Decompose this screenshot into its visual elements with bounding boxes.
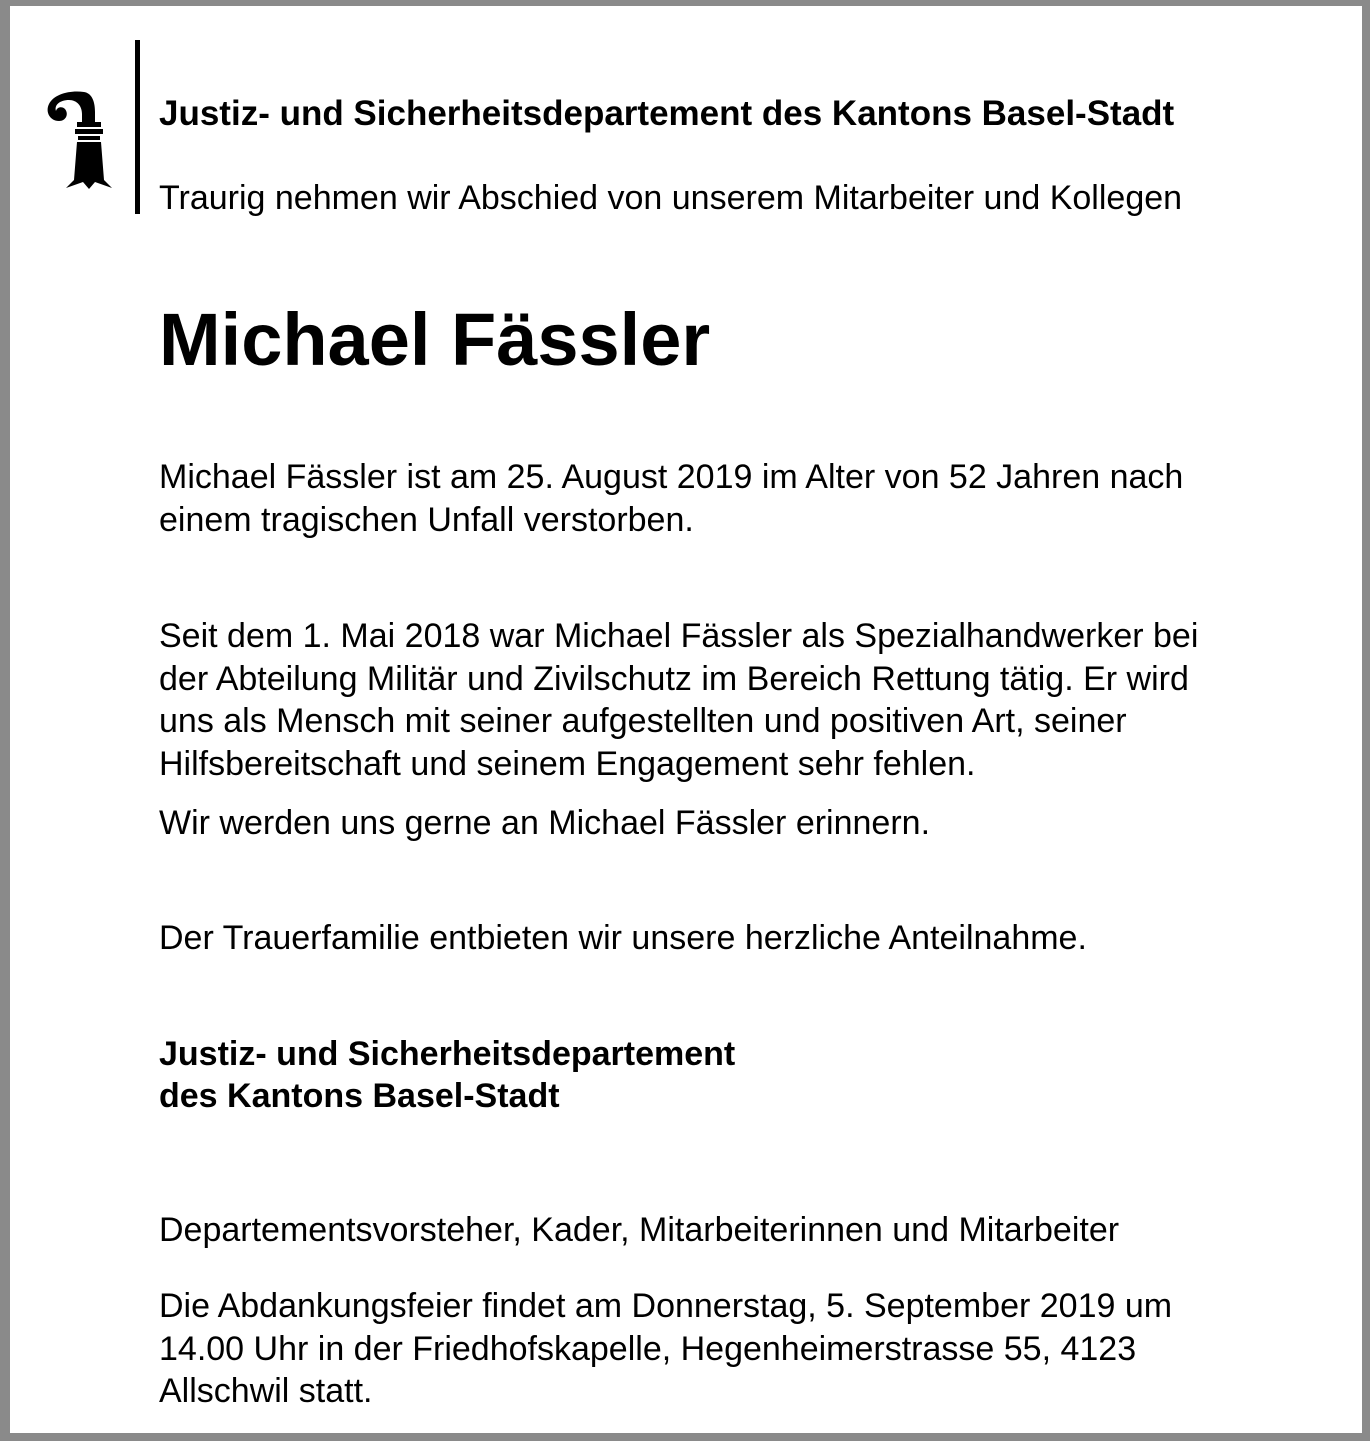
career-line: Hilfsbereitschaft und seinem Engagement sehr fehlen. <box>159 744 976 783</box>
department-header: Justiz- und Sicherheitsdepartement des Kantons Basel-Stadt <box>159 94 1175 133</box>
funeral-line: 14.00 Uhr in der Friedhofskapelle, Hegenheimerstrasse 55, 4123 <box>159 1329 1137 1368</box>
remembrance-paragraph: Wir werden uns gerne an Michael Fässler erinnern. <box>159 804 931 842</box>
career-line: uns als Mensch mit seiner aufgestellten und positiven Art, seiner <box>159 702 1127 740</box>
staff-line: Departementsvorsteher, Kader, Mitarbeiterinnen und Mitarbeiter <box>159 1211 1120 1249</box>
baselstab-icon <box>40 88 120 192</box>
header-divider <box>135 40 140 214</box>
death-notice-line: Michael Fässler ist am 25. August 2019 im Alter von 52 Jahren nach <box>159 458 1184 496</box>
signature-line: Justiz- und Sicherheitsdepartement <box>159 1035 736 1073</box>
funeral-line: Die Abdankungsfeier findet am Donnerstag, 5. September 2019 um <box>159 1287 1173 1325</box>
funeral-line: Allschwil statt. <box>159 1372 373 1410</box>
signature-block <box>159 1033 735 1117</box>
career-paragraph <box>159 615 1198 785</box>
death-notice-paragraph <box>159 456 1183 541</box>
career-line: Seit dem 1. Mai 2018 war Michael Fässler als Spezialhandwerker bei <box>159 617 1199 655</box>
deceased-name: Michael Fässler <box>159 298 711 381</box>
intro-text: Traurig nehmen wir Abschied von unserem Mitarbeiter und Kollegen <box>159 179 1183 217</box>
signature-line: des Kantons Basel-Stadt <box>159 1077 560 1115</box>
career-line: der Abteilung Militär und Zivilschutz im Bereich Rettung tätig. Er wird <box>159 659 1189 698</box>
funeral-paragraph <box>159 1285 1172 1413</box>
death-notice-line: einem tragischen Unfall verstorben. <box>159 500 694 539</box>
condolence-paragraph: Der Trauerfamilie entbieten wir unsere herzliche Anteilnahme. <box>159 919 1087 957</box>
